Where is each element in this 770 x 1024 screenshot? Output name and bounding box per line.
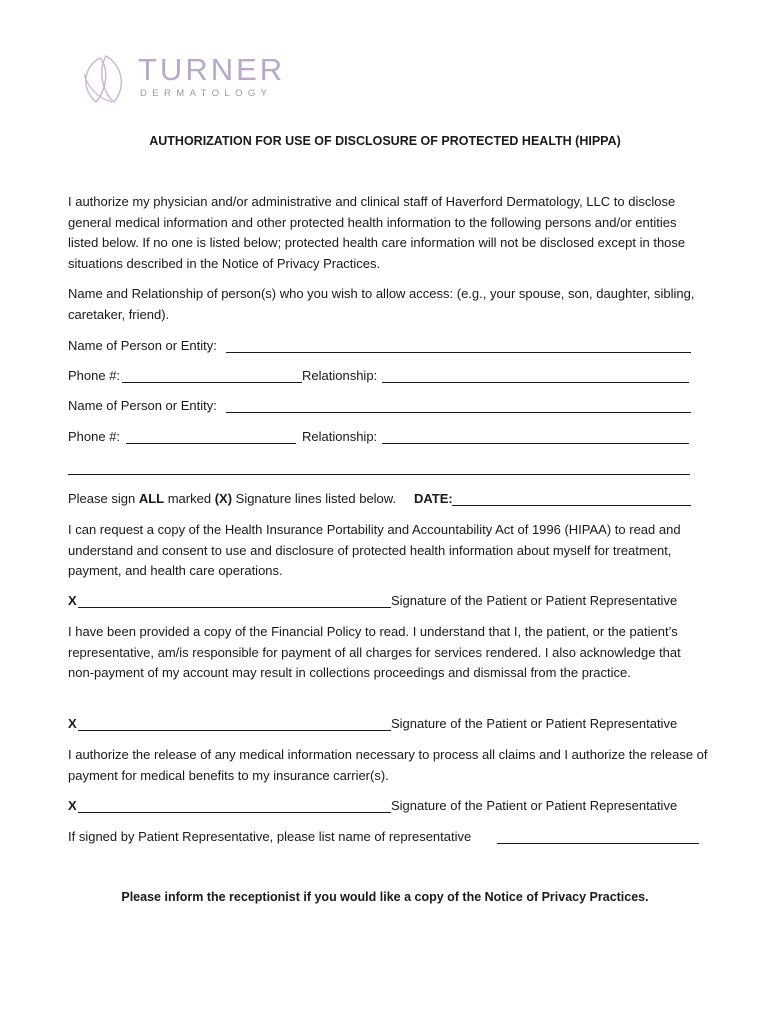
representative-label: If signed by Patient Representative, please list name of representative (68, 829, 472, 844)
signature-field-2[interactable] (78, 730, 391, 731)
release-paragraph: I authorize the release of any medical information necessary to process all claims and I authorize the release of payment for medical benefits to my insurance carrier(s). (68, 747, 708, 783)
name-label-1: Name of Person or Entity: (68, 338, 217, 353)
signature-field-1[interactable] (78, 607, 391, 608)
leaf-icon (76, 52, 138, 108)
signature-field-3[interactable] (78, 812, 391, 813)
phone-label-2: Phone #: (68, 429, 121, 444)
name-label-2: Name of Person or Entity: (68, 398, 217, 413)
date-label: DATE: (414, 491, 453, 506)
relationship-field-2[interactable] (382, 443, 689, 444)
phone-field-1[interactable] (122, 382, 302, 383)
relationship-label-1: Relationship: (302, 368, 378, 383)
blank-line[interactable] (68, 474, 690, 475)
name-field-2[interactable] (226, 412, 691, 413)
signature-x-2: X (68, 716, 77, 731)
sign-prefix: Please sign (68, 491, 139, 506)
signature-x-1: X (68, 593, 77, 608)
representative-field[interactable] (497, 843, 699, 844)
sign-suffix: Signature lines listed below. (232, 491, 397, 506)
sign-middle: marked (164, 491, 215, 506)
name-field-1[interactable] (226, 352, 691, 353)
phone-label-1: Phone #: (68, 368, 121, 383)
intro-paragraph: I authorize my physician and/or administrative and clinical staff of Haverford Dermatology, LLC to disclose general medical information and other protected health information to the following persons and/or entities listed below. If no one is listed below; protected health care information will not be disclosed except in those situations described in the Notice of Privacy Practices. (68, 194, 686, 271)
signature-label-3: Signature of the Patient or Patient Representative (391, 798, 678, 813)
date-field[interactable] (452, 505, 691, 506)
logo-subtitle: DERMATOLOGY (140, 88, 273, 99)
page-title: AUTHORIZATION FOR USE OF DISCLOSURE OF PROTECTED HEALTH (HIPPA) (149, 134, 621, 148)
financial-paragraph: I have been provided a copy of the Financial Policy to read. I understand that I, the patient, or the patient’s representative, am/is responsible for payment of all charges for services rendered. I also acknowledge that non-payment of my account may result in collections proceedings and dismissal from the practice. (68, 624, 681, 680)
logo-name: TURNER (138, 52, 286, 87)
sign-x: (X) (214, 491, 233, 506)
sign-instruction (68, 490, 396, 508)
signature-x-3: X (68, 798, 77, 813)
phone-field-2[interactable] (126, 443, 296, 444)
relationship-label-2: Relationship: (302, 429, 378, 444)
hipaa-paragraph: I can request a copy of the Health Insurance Portability and Accountability Act of 1996 (HIPAA) to read and understand and consent to use and disclosure of protected health information about myself for treatment, payment, and health care operations. (68, 522, 681, 578)
signature-label-1: Signature of the Patient or Patient Representative (391, 593, 678, 608)
footer-note: Please inform the receptionist if you would like a copy of the Notice of Privacy Practices. (121, 890, 649, 904)
signature-label-2: Signature of the Patient or Patient Representative (391, 716, 678, 731)
sign-all: ALL (138, 491, 165, 506)
turner-dermatology-logo (76, 52, 286, 108)
access-prompt: Name and Relationship of person(s) who you wish to allow access: (e.g., your spouse, son, daughter, sibling, caretaker, friend). (68, 286, 695, 322)
relationship-field-1[interactable] (382, 382, 689, 383)
